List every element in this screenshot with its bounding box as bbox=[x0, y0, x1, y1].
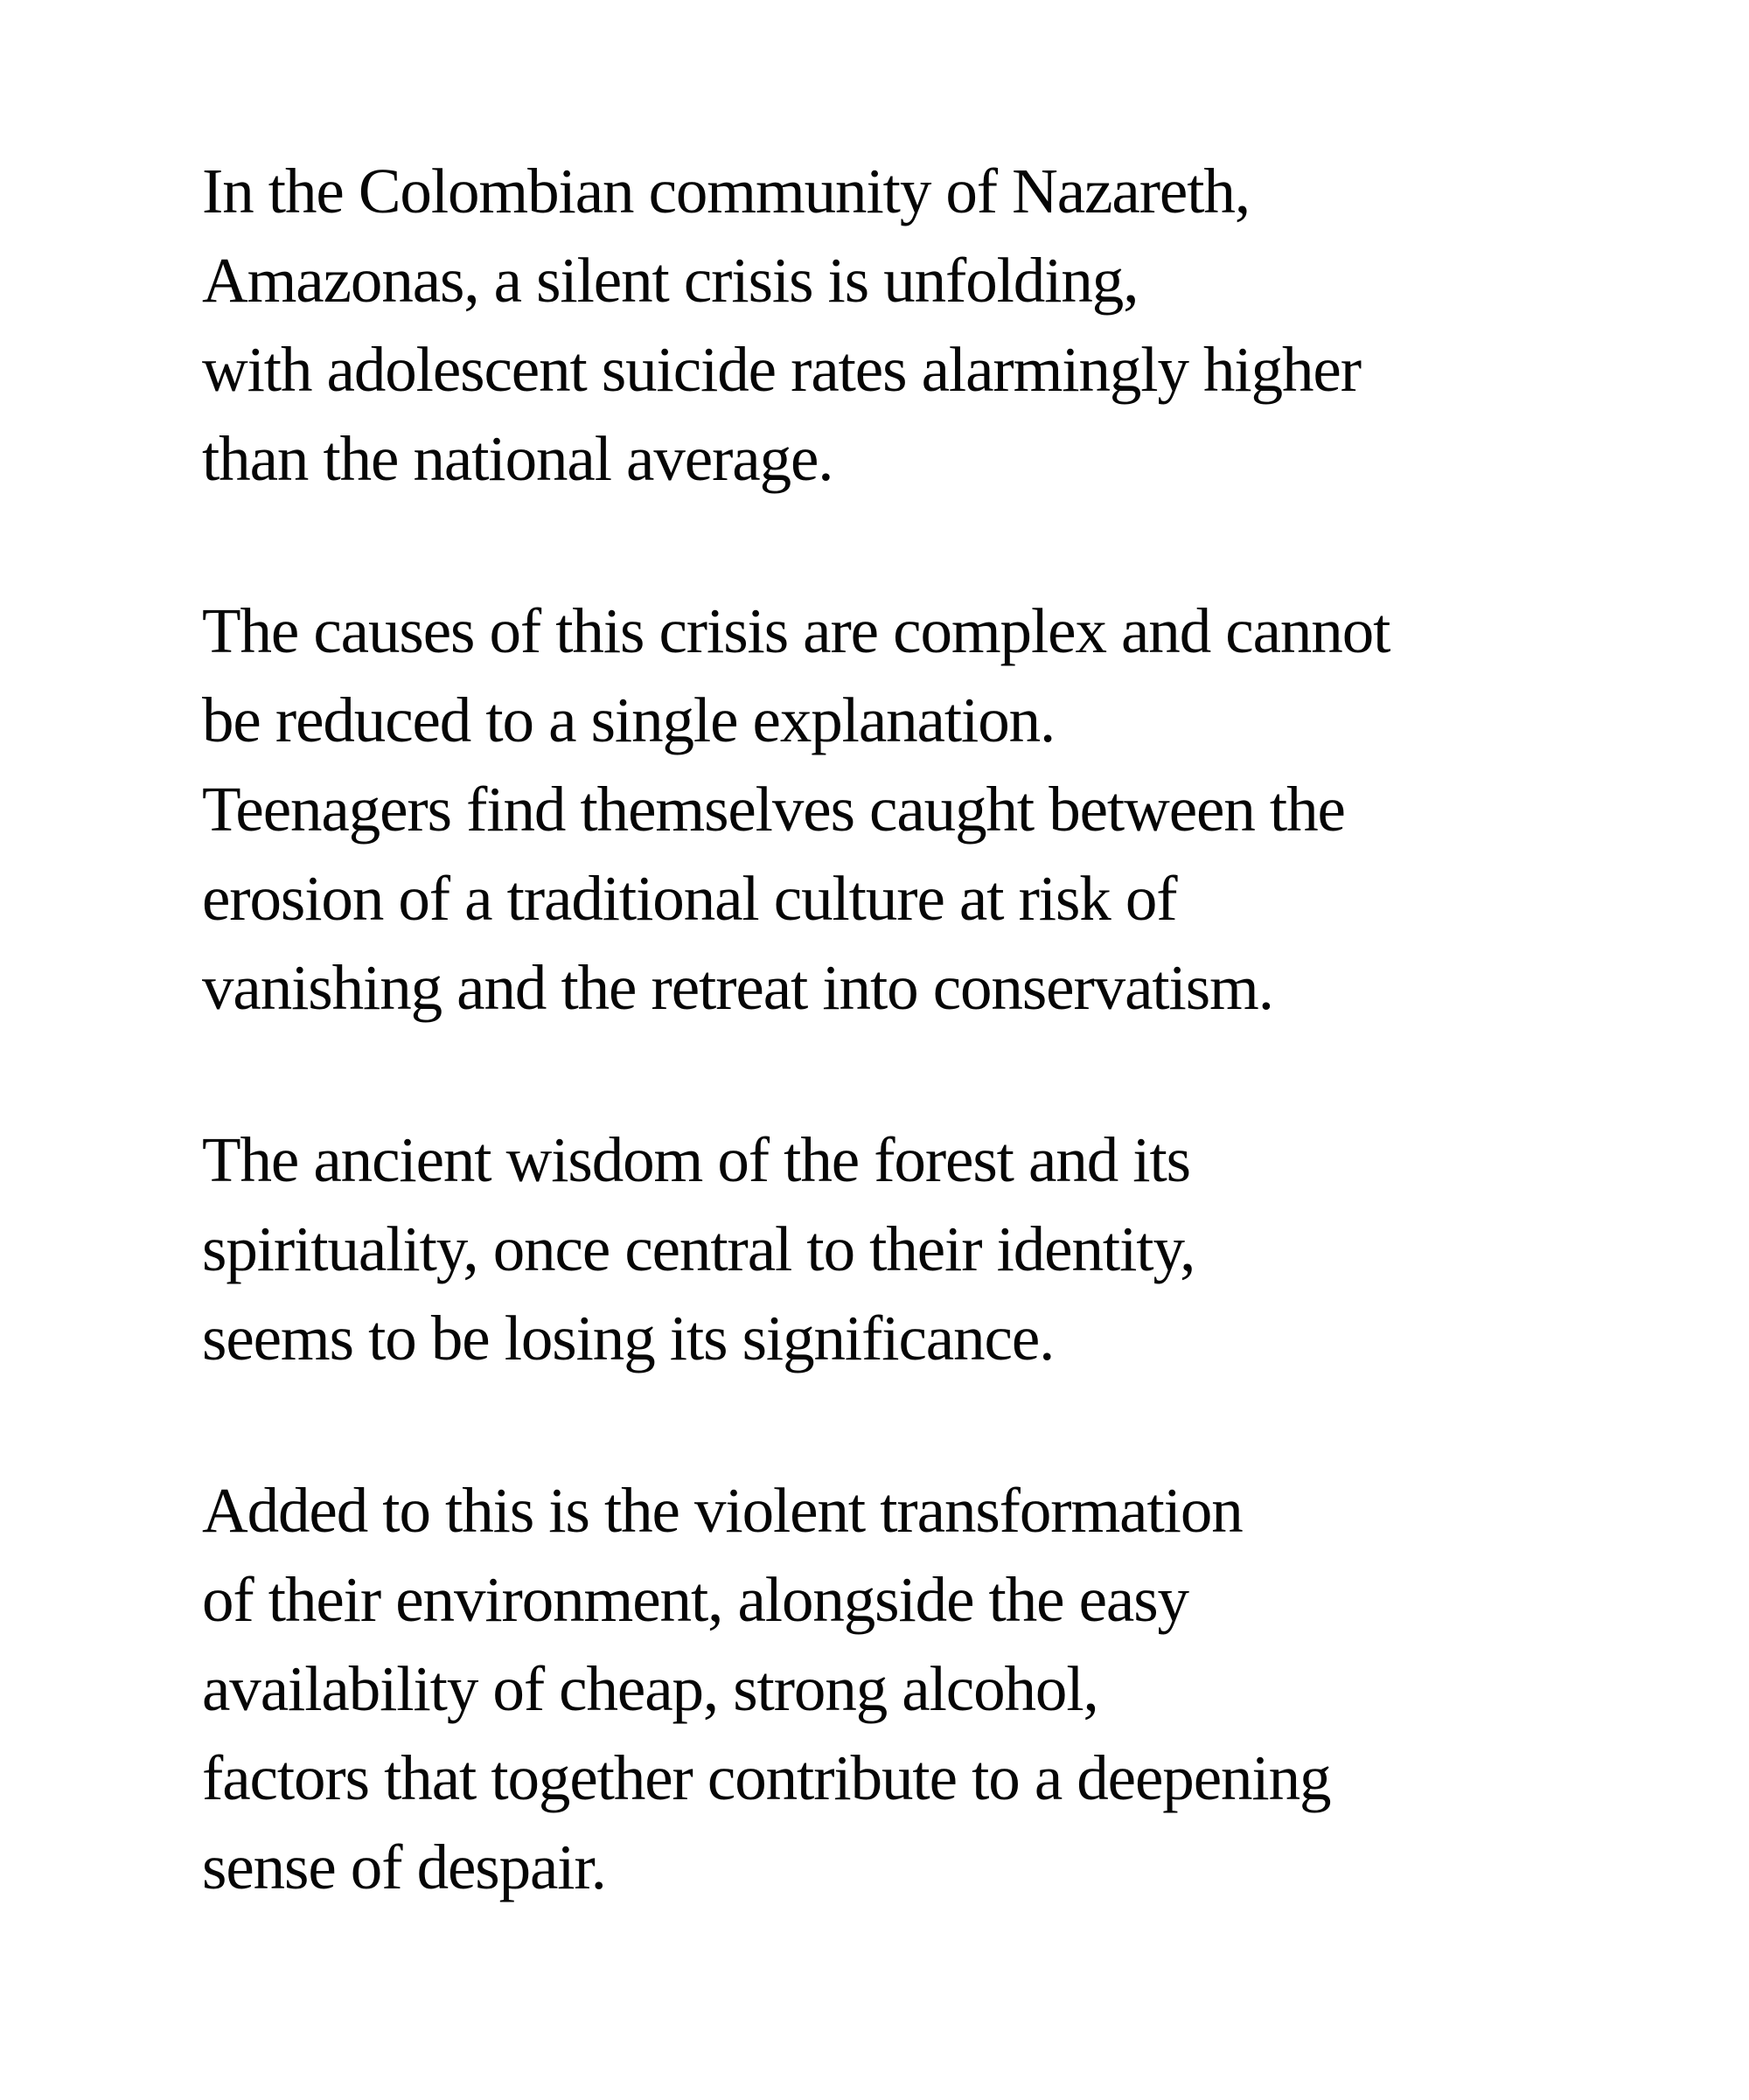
paragraph-4 bbox=[202, 1466, 1644, 1912]
paragraph-1 bbox=[202, 147, 1644, 504]
text-line: seems to be losing its significance. bbox=[202, 1303, 1055, 1373]
text-line: factors that together contribute to a deepening bbox=[202, 1742, 1331, 1813]
text-line: be reduced to a single explanation. bbox=[202, 685, 1056, 755]
text-line: In the Colombian community of Nazareth, bbox=[202, 156, 1250, 226]
text-line: Added to this is the violent transformation bbox=[202, 1475, 1243, 1546]
text-line: The causes of this crisis are complex and cannot bbox=[202, 595, 1390, 666]
text-line: availability of cheap, strong alcohol, bbox=[202, 1653, 1098, 1724]
text-line: spirituality, once central to their identity, bbox=[202, 1213, 1195, 1284]
text-line: than the national average. bbox=[202, 423, 833, 494]
paragraph-2 bbox=[202, 587, 1644, 1033]
text-line: Amazonas, a silent crisis is unfolding, bbox=[202, 245, 1139, 316]
text-line: of their environment, alongside the easy bbox=[202, 1564, 1188, 1635]
text-line: vanishing and the retreat into conservatism. bbox=[202, 952, 1273, 1023]
text-line: erosion of a traditional culture at risk of bbox=[202, 863, 1177, 934]
body-text bbox=[202, 147, 1644, 1912]
text-line: with adolescent suicide rates alarmingly higher bbox=[202, 334, 1361, 405]
text-line: Teenagers find themselves caught between the bbox=[202, 774, 1345, 845]
text-line: sense of despair. bbox=[202, 1832, 606, 1902]
paragraph-3 bbox=[202, 1116, 1644, 1383]
text-line: The ancient wisdom of the forest and its bbox=[202, 1124, 1190, 1195]
